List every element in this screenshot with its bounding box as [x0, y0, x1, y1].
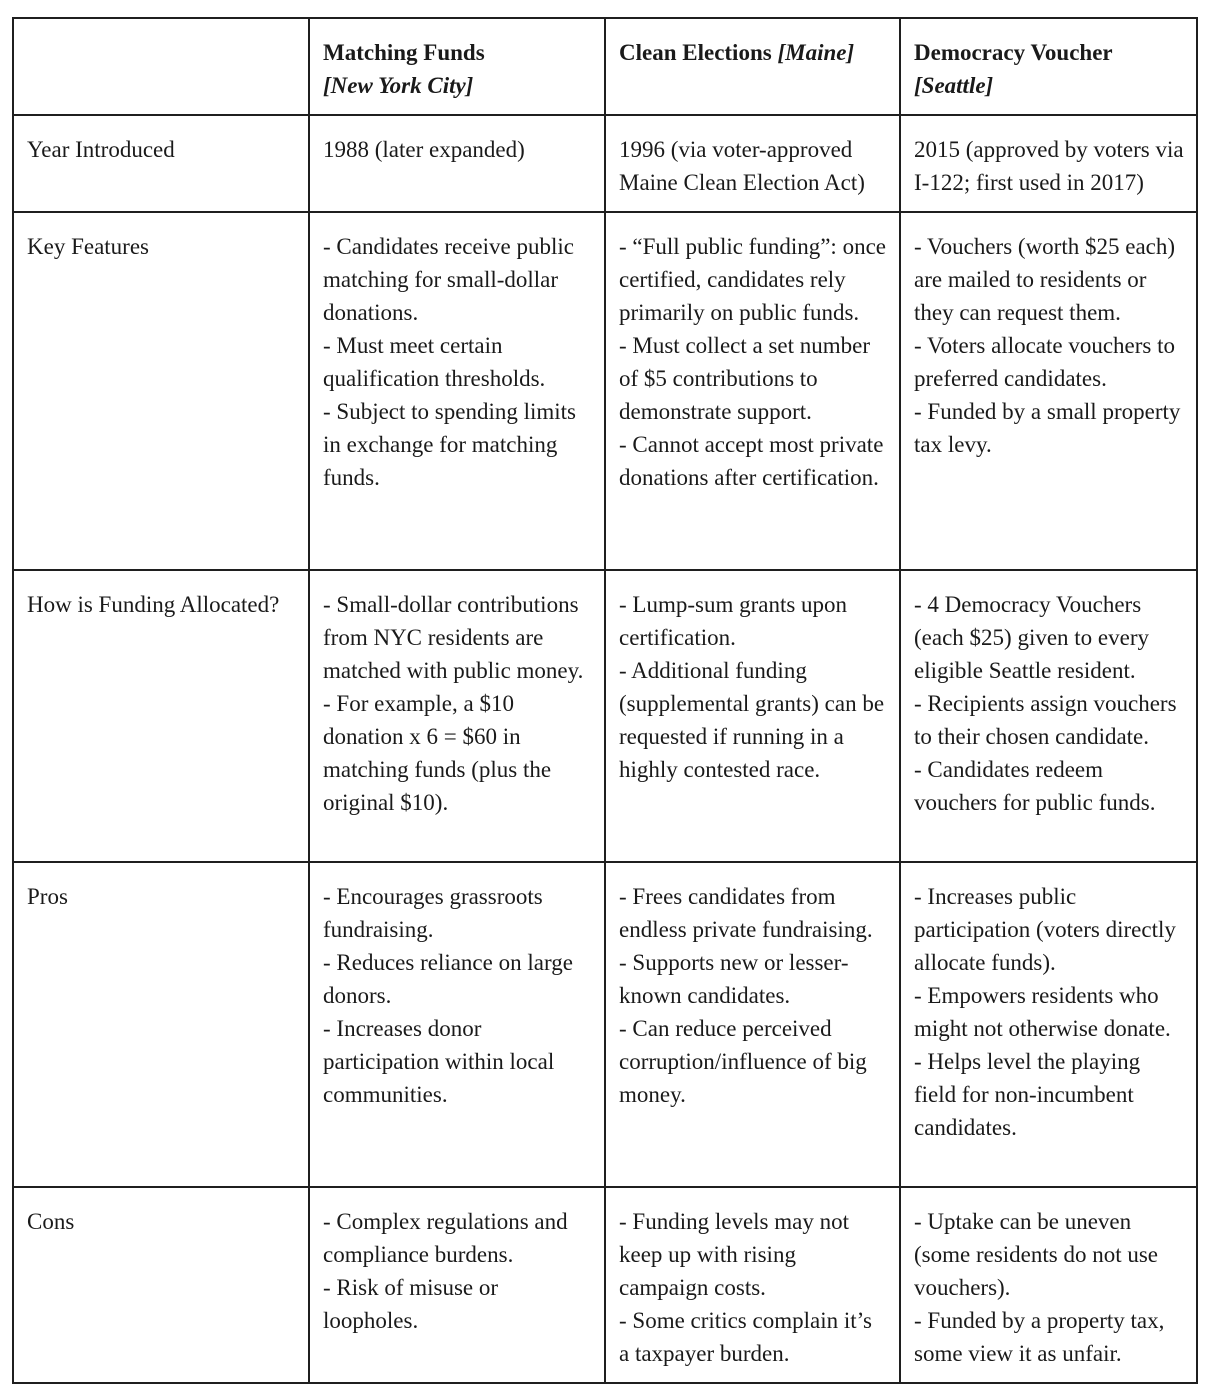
table-cell — [605, 1187, 900, 1383]
cell-line: - Vouchers (worth $25 each) are mailed to residents or they can request them. — [914, 234, 1176, 325]
cell-line: - Increases donor participation within local communities. — [323, 1016, 555, 1107]
column-title: Clean Elections — [619, 40, 772, 65]
row-label: Year Introduced — [13, 115, 309, 212]
table-cell — [900, 862, 1197, 1187]
cell-line: - Must meet certain qualification thresholds. — [323, 333, 546, 391]
table-cell — [605, 862, 900, 1187]
column-subtitle: [Seattle] — [914, 73, 994, 98]
cell-line: - Cannot accept most private donations after certification. — [619, 432, 884, 490]
cell-line: - Uptake can be uneven (some residents do not use vouchers). — [914, 1209, 1159, 1300]
table-cell — [605, 570, 900, 862]
cell-line: - Voters allocate vouchers to preferred candidates. — [914, 333, 1176, 391]
cell-line: - Reduces reliance on large donors. — [323, 950, 573, 1008]
cell-line: 1988 (later expanded) — [323, 137, 525, 162]
cell-line: - Candidates redeem vouchers for public funds. — [914, 757, 1156, 815]
cell-line: - 4 Democracy Vouchers (each $25) given to every eligible Seattle resident. — [914, 592, 1150, 683]
cell-line: 2015 (approved by voters via I-122; first used in 2017) — [914, 137, 1184, 195]
cell-line: - Can reduce perceived corruption/influence of big money. — [619, 1016, 867, 1107]
cell-line: - Helps level the playing field for non-incumbent candidates. — [914, 1049, 1141, 1140]
table-cell — [605, 212, 900, 570]
cell-line: - Funded by a small property tax levy. — [914, 399, 1181, 457]
column-header-clean-elections — [605, 18, 900, 115]
cell-line: - Subject to spending limits in exchange for matching funds. — [323, 399, 576, 490]
cell-line: - Complex regulations and compliance burdens. — [323, 1209, 568, 1267]
column-header-democracy-voucher — [900, 18, 1197, 115]
cell-line: - “Full public funding”: once certified, candidates rely primarily on public funds. — [619, 234, 886, 325]
column-header-matching-funds — [309, 18, 605, 115]
table-cell — [900, 1187, 1197, 1383]
cell-line: - Recipients assign vouchers to their chosen candidate. — [914, 691, 1177, 749]
column-subtitle: [New York City] — [323, 73, 474, 98]
cell-line: - Lump-sum grants upon certification. — [619, 592, 848, 650]
cell-line: - Frees candidates from endless private fundraising. — [619, 884, 873, 942]
table-cell — [900, 570, 1197, 862]
cell-line: - For example, a $10 donation x 6 = $60 in matching funds (plus the original $10). — [323, 691, 552, 815]
table-cell — [605, 115, 900, 212]
column-title: Matching Funds — [323, 40, 485, 65]
cell-line: - Some critics complain it’s a taxpayer burden. — [619, 1308, 872, 1366]
table-cell — [309, 862, 605, 1187]
table-cell — [309, 212, 605, 570]
cell-line: - Supports new or lesser-known candidates. — [619, 950, 849, 1008]
comparison-table — [12, 17, 1198, 1384]
row-year-introduced — [13, 115, 1197, 212]
cell-line: - Additional funding (supplemental grants) can be requested if running in a highly contested race. — [619, 658, 885, 782]
cell-line: - Encourages grassroots fundraising. — [323, 884, 543, 942]
row-label: Pros — [13, 862, 309, 1187]
table-cell — [309, 1187, 605, 1383]
cell-line: 1996 (via voter-approved Maine Clean Election Act) — [619, 137, 865, 195]
row-label: Cons — [13, 1187, 309, 1383]
table-cell — [309, 115, 605, 212]
row-cons — [13, 1187, 1197, 1383]
cell-line: - Must collect a set number of $5 contributions to demonstrate support. — [619, 333, 871, 424]
cell-line: - Funded by a property tax, some view it as unfair. — [914, 1308, 1165, 1366]
table-cell — [900, 212, 1197, 570]
table-cell — [900, 115, 1197, 212]
corner-cell — [13, 18, 309, 115]
cell-line: - Funding levels may not keep up with rising campaign costs. — [619, 1209, 849, 1300]
cell-line: - Risk of misuse or loopholes. — [323, 1275, 499, 1333]
cell-line: - Candidates receive public matching for small-dollar donations. — [323, 234, 574, 325]
row-pros — [13, 862, 1197, 1187]
cell-line: - Empowers residents who might not otherwise donate. — [914, 983, 1171, 1041]
table-cell — [309, 570, 605, 862]
row-label: How is Funding Allocated? — [13, 570, 309, 862]
cell-line: - Small-dollar contributions from NYC residents are matched with public money. — [323, 592, 584, 683]
row-key-features — [13, 212, 1197, 570]
cell-line: - Increases public participation (voters directly allocate funds). — [914, 884, 1176, 975]
row-funding-allocation — [13, 570, 1197, 862]
column-title: Democracy Voucher — [914, 40, 1113, 65]
column-subtitle: [Maine] — [777, 40, 855, 65]
row-label: Key Features — [13, 212, 309, 570]
header-row — [13, 18, 1197, 115]
